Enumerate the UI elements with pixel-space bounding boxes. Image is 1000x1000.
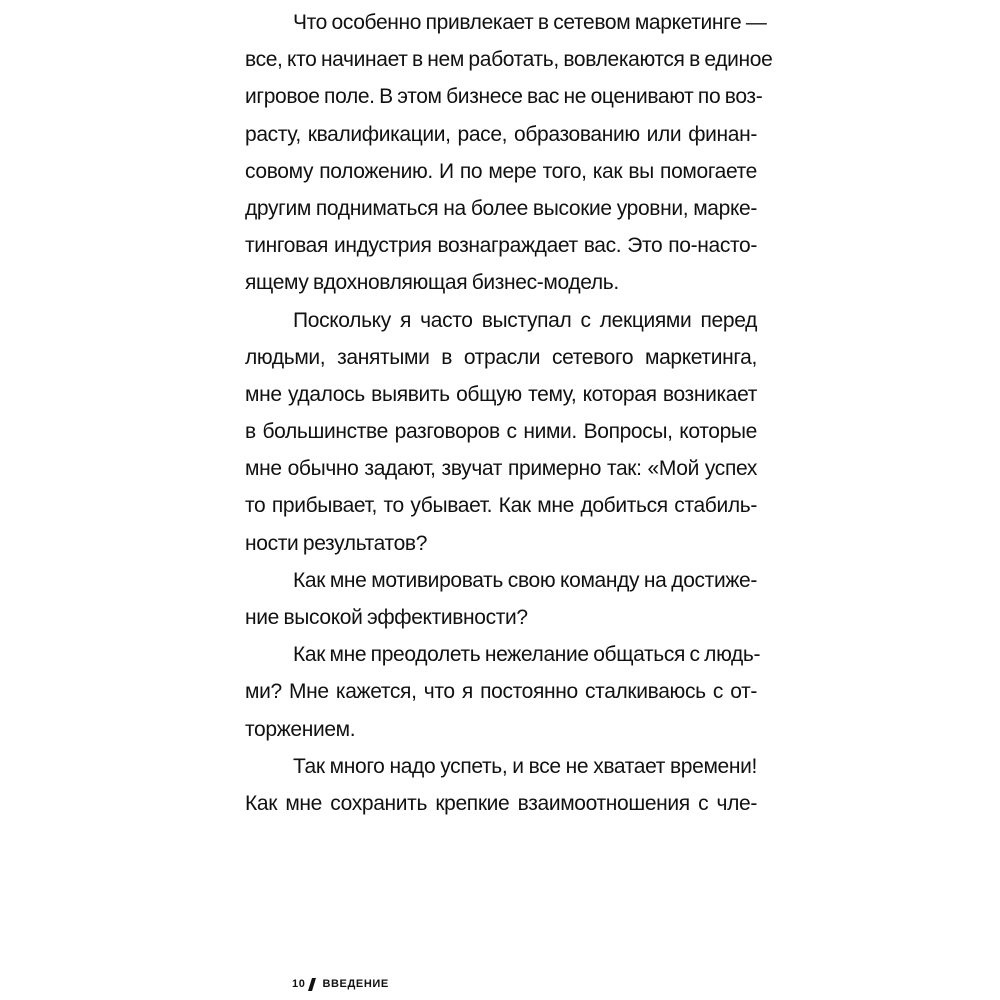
text-line: мне удалось выявить общую тему, которая возникает bbox=[245, 382, 757, 406]
text-line: то прибывает, то убывает. Как мне добиться стабиль- bbox=[245, 494, 757, 518]
text-line: ми? Мне кажется, что я постоянно сталкиваюсь с от- bbox=[245, 680, 757, 704]
page-footer bbox=[292, 975, 389, 993]
page-number: 10 bbox=[292, 978, 306, 990]
section-title: ВВЕДЕНИЕ bbox=[322, 978, 389, 990]
slash-icon-graphic bbox=[308, 978, 316, 991]
text-line: тинговая индустрия вознаграждает вас. Это по-насто- bbox=[245, 234, 757, 258]
text-line: в большинстве разговоров с ними. Вопросы, которые bbox=[245, 420, 757, 444]
text-line: Что особенно привлекает в сетевом маркетинге — bbox=[293, 11, 767, 34]
text-line: расту, квалификации, расе, образованию или финан- bbox=[245, 122, 757, 146]
text-line: мне обычно задают, звучат примерно так: «Мой успех bbox=[245, 457, 757, 481]
text-line: игровое поле. В этом бизнесе вас не оценивают по воз- bbox=[245, 85, 763, 109]
text-line: Как мне сохранить крепкие взаимоотношения с чле- bbox=[245, 791, 757, 815]
text-line: людьми, занятыми в отрасли сетевого маркетинга, bbox=[245, 345, 757, 369]
text-line: Как мне мотивировать свою команду на достиже- bbox=[293, 568, 757, 592]
body-text bbox=[245, 4, 773, 822]
text-line: Как мне преодолеть нежелание общаться с людь- bbox=[293, 643, 761, 667]
text-line: все, кто начинает в нем работать, вовлекаются в единое bbox=[245, 48, 773, 72]
slash-icon bbox=[308, 978, 316, 991]
text-line: совому положению. И по мере того, как вы помогаете bbox=[245, 159, 757, 183]
text-line: ящему вдохновляющая бизнес-модель. bbox=[245, 271, 619, 295]
text-line: торжением. bbox=[245, 717, 356, 741]
text-line: другим подниматься на более высокие уровни, марке- bbox=[245, 196, 757, 220]
text-line: Поскольку я часто выступал с лекциями перед bbox=[293, 308, 757, 332]
text-line: Так много надо успеть, и все не хватает времени! bbox=[293, 754, 757, 778]
text-line: ности результатов? bbox=[245, 531, 428, 555]
text-line: ние высокой эффективности? bbox=[245, 606, 528, 629]
